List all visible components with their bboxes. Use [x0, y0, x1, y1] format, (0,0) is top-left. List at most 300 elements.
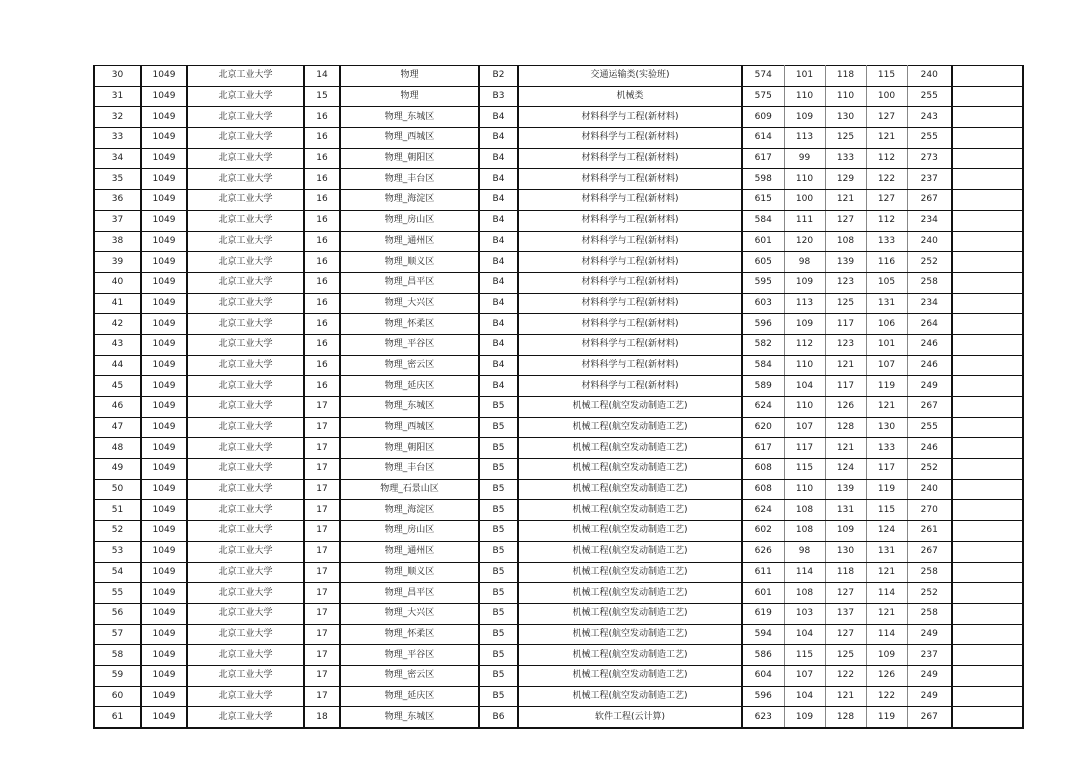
group-code-cell: 16 [304, 355, 340, 376]
major-name-cell: 机械工程(航空发动制造工艺) [518, 665, 742, 686]
major-code-cell: B5 [479, 603, 518, 624]
table-row [94, 231, 1023, 252]
group-code-cell: 14 [304, 66, 340, 87]
math-score-cell: 125 [825, 645, 866, 666]
row-number-cell: 32 [94, 107, 141, 128]
table-row [94, 66, 1023, 87]
major-code-cell: B5 [479, 665, 518, 686]
math-score-cell: 121 [825, 190, 866, 211]
math-score-cell: 139 [825, 252, 866, 273]
math-score-cell: 130 [825, 541, 866, 562]
school-code-cell: 1049 [141, 624, 187, 645]
group-code-cell: 17 [304, 603, 340, 624]
school-name-cell: 北京工业大学 [187, 645, 304, 666]
foreign-language-score-cell: 109 [866, 645, 907, 666]
total-score-cell: 611 [742, 562, 784, 583]
table-row [94, 314, 1023, 335]
total-score-cell: 614 [742, 128, 784, 149]
elective-score-cell: 246 [907, 355, 952, 376]
group-code-cell: 17 [304, 438, 340, 459]
group-code-cell: 16 [304, 231, 340, 252]
foreign-language-score-cell: 117 [866, 459, 907, 480]
math-score-cell: 121 [825, 355, 866, 376]
group-code-cell: 17 [304, 459, 340, 480]
math-score-cell: 123 [825, 272, 866, 293]
foreign-language-score-cell: 131 [866, 293, 907, 314]
chinese-score-cell: 107 [784, 417, 825, 438]
major-name-cell: 材料科学与工程(新材料) [518, 334, 742, 355]
row-number-cell: 59 [94, 665, 141, 686]
elective-score-cell: 267 [907, 541, 952, 562]
school-code-cell: 1049 [141, 479, 187, 500]
major-name-cell: 机械工程(航空发动制造工艺) [518, 438, 742, 459]
total-score-cell: 574 [742, 66, 784, 87]
group-code-cell: 16 [304, 376, 340, 397]
remark-cell [952, 293, 1023, 314]
elective-score-cell: 273 [907, 148, 952, 169]
foreign-language-score-cell: 121 [866, 128, 907, 149]
table-row [94, 500, 1023, 521]
elective-score-cell: 249 [907, 624, 952, 645]
school-name-cell: 北京工业大学 [187, 107, 304, 128]
elective-score-cell: 255 [907, 417, 952, 438]
total-score-cell: 615 [742, 190, 784, 211]
major-name-cell: 材料科学与工程(新材料) [518, 190, 742, 211]
foreign-language-score-cell: 115 [866, 500, 907, 521]
school-name-cell: 北京工业大学 [187, 376, 304, 397]
row-number-cell: 52 [94, 521, 141, 542]
chinese-score-cell: 110 [784, 479, 825, 500]
school-name-cell: 北京工业大学 [187, 541, 304, 562]
group-code-cell: 17 [304, 479, 340, 500]
total-score-cell: 617 [742, 148, 784, 169]
school-code-cell: 1049 [141, 169, 187, 190]
table-row [94, 169, 1023, 190]
subject-requirement-cell: 物理_延庆区 [340, 686, 479, 707]
remark-cell [952, 334, 1023, 355]
school-code-cell: 1049 [141, 107, 187, 128]
subject-requirement-cell: 物理_昌平区 [340, 272, 479, 293]
foreign-language-score-cell: 114 [866, 624, 907, 645]
school-name-cell: 北京工业大学 [187, 314, 304, 335]
table-row [94, 376, 1023, 397]
group-code-cell: 17 [304, 500, 340, 521]
chinese-score-cell: 107 [784, 665, 825, 686]
remark-cell [952, 479, 1023, 500]
group-code-cell: 17 [304, 583, 340, 604]
total-score-cell: 584 [742, 210, 784, 231]
school-name-cell: 北京工业大学 [187, 500, 304, 521]
major-code-cell: B4 [479, 169, 518, 190]
school-code-cell: 1049 [141, 521, 187, 542]
remark-cell [952, 128, 1023, 149]
math-score-cell: 125 [825, 293, 866, 314]
major-name-cell: 机械工程(航空发动制造工艺) [518, 521, 742, 542]
major-code-cell: B5 [479, 479, 518, 500]
row-number-cell: 48 [94, 438, 141, 459]
table-row [94, 583, 1023, 604]
foreign-language-score-cell: 121 [866, 562, 907, 583]
school-code-cell: 1049 [141, 355, 187, 376]
math-score-cell: 131 [825, 500, 866, 521]
subject-requirement-cell: 物理_平谷区 [340, 334, 479, 355]
math-score-cell: 121 [825, 438, 866, 459]
table-row [94, 252, 1023, 273]
school-code-cell: 1049 [141, 397, 187, 418]
school-name-cell: 北京工业大学 [187, 148, 304, 169]
table-row [94, 86, 1023, 107]
row-number-cell: 44 [94, 355, 141, 376]
table-body [94, 66, 1023, 729]
chinese-score-cell: 110 [784, 169, 825, 190]
major-name-cell: 材料科学与工程(新材料) [518, 293, 742, 314]
total-score-cell: 602 [742, 521, 784, 542]
major-code-cell: B4 [479, 231, 518, 252]
chinese-score-cell: 110 [784, 397, 825, 418]
chinese-score-cell: 109 [784, 314, 825, 335]
subject-requirement-cell: 物理_丰台区 [340, 459, 479, 480]
elective-score-cell: 270 [907, 500, 952, 521]
math-score-cell: 123 [825, 334, 866, 355]
remark-cell [952, 686, 1023, 707]
subject-requirement-cell: 物理_顺义区 [340, 252, 479, 273]
remark-cell [952, 148, 1023, 169]
row-number-cell: 61 [94, 707, 141, 728]
school-name-cell: 北京工业大学 [187, 128, 304, 149]
total-score-cell: 605 [742, 252, 784, 273]
foreign-language-score-cell: 112 [866, 148, 907, 169]
school-code-cell: 1049 [141, 645, 187, 666]
school-name-cell: 北京工业大学 [187, 707, 304, 728]
major-name-cell: 材料科学与工程(新材料) [518, 148, 742, 169]
table-row [94, 624, 1023, 645]
chinese-score-cell: 113 [784, 293, 825, 314]
school-code-cell: 1049 [141, 417, 187, 438]
math-score-cell: 127 [825, 583, 866, 604]
subject-requirement-cell: 物理 [340, 86, 479, 107]
remark-cell [952, 169, 1023, 190]
subject-requirement-cell: 物理_东城区 [340, 397, 479, 418]
group-code-cell: 16 [304, 314, 340, 335]
major-name-cell: 材料科学与工程(新材料) [518, 355, 742, 376]
group-code-cell: 17 [304, 686, 340, 707]
total-score-cell: 582 [742, 334, 784, 355]
remark-cell [952, 583, 1023, 604]
major-code-cell: B4 [479, 355, 518, 376]
elective-score-cell: 237 [907, 645, 952, 666]
major-code-cell: B4 [479, 107, 518, 128]
school-name-cell: 北京工业大学 [187, 231, 304, 252]
major-name-cell: 交通运输类(实验班) [518, 66, 742, 87]
subject-requirement-cell: 物理_东城区 [340, 107, 479, 128]
row-number-cell: 45 [94, 376, 141, 397]
remark-cell [952, 314, 1023, 335]
chinese-score-cell: 111 [784, 210, 825, 231]
remark-cell [952, 438, 1023, 459]
school-code-cell: 1049 [141, 541, 187, 562]
major-name-cell: 机械类 [518, 86, 742, 107]
total-score-cell: 598 [742, 169, 784, 190]
school-code-cell: 1049 [141, 231, 187, 252]
chinese-score-cell: 117 [784, 438, 825, 459]
major-code-cell: B5 [479, 521, 518, 542]
table-row [94, 603, 1023, 624]
school-name-cell: 北京工业大学 [187, 169, 304, 190]
total-score-cell: 617 [742, 438, 784, 459]
group-code-cell: 18 [304, 707, 340, 728]
table-row [94, 459, 1023, 480]
remark-cell [952, 603, 1023, 624]
table-row [94, 665, 1023, 686]
total-score-cell: 624 [742, 500, 784, 521]
chinese-score-cell: 110 [784, 86, 825, 107]
school-name-cell: 北京工业大学 [187, 66, 304, 87]
subject-requirement-cell: 物理_大兴区 [340, 603, 479, 624]
math-score-cell: 121 [825, 686, 866, 707]
math-score-cell: 117 [825, 376, 866, 397]
major-code-cell: B5 [479, 562, 518, 583]
foreign-language-score-cell: 114 [866, 583, 907, 604]
major-name-cell: 机械工程(航空发动制造工艺) [518, 541, 742, 562]
subject-requirement-cell: 物理_平谷区 [340, 645, 479, 666]
group-code-cell: 17 [304, 645, 340, 666]
row-number-cell: 35 [94, 169, 141, 190]
major-name-cell: 软件工程(云计算) [518, 707, 742, 728]
table-row [94, 334, 1023, 355]
row-number-cell: 41 [94, 293, 141, 314]
total-score-cell: 595 [742, 272, 784, 293]
foreign-language-score-cell: 124 [866, 521, 907, 542]
major-name-cell: 机械工程(航空发动制造工艺) [518, 645, 742, 666]
row-number-cell: 38 [94, 231, 141, 252]
table-row [94, 272, 1023, 293]
elective-score-cell: 258 [907, 272, 952, 293]
foreign-language-score-cell: 115 [866, 66, 907, 87]
subject-requirement-cell: 物理_朝阳区 [340, 438, 479, 459]
row-number-cell: 31 [94, 86, 141, 107]
row-number-cell: 33 [94, 128, 141, 149]
major-name-cell: 机械工程(航空发动制造工艺) [518, 624, 742, 645]
remark-cell [952, 86, 1023, 107]
major-name-cell: 材料科学与工程(新材料) [518, 231, 742, 252]
elective-score-cell: 261 [907, 521, 952, 542]
elective-score-cell: 252 [907, 252, 952, 273]
math-score-cell: 137 [825, 603, 866, 624]
table-row [94, 541, 1023, 562]
school-code-cell: 1049 [141, 459, 187, 480]
chinese-score-cell: 109 [784, 707, 825, 728]
row-number-cell: 51 [94, 500, 141, 521]
subject-requirement-cell: 物理_怀柔区 [340, 314, 479, 335]
row-number-cell: 42 [94, 314, 141, 335]
table-row [94, 293, 1023, 314]
elective-score-cell: 234 [907, 293, 952, 314]
math-score-cell: 117 [825, 314, 866, 335]
table-row [94, 210, 1023, 231]
major-name-cell: 材料科学与工程(新材料) [518, 314, 742, 335]
row-number-cell: 39 [94, 252, 141, 273]
math-score-cell: 122 [825, 665, 866, 686]
major-name-cell: 机械工程(航空发动制造工艺) [518, 686, 742, 707]
total-score-cell: 604 [742, 665, 784, 686]
math-score-cell: 124 [825, 459, 866, 480]
subject-requirement-cell: 物理_昌平区 [340, 583, 479, 604]
remark-cell [952, 397, 1023, 418]
school-code-cell: 1049 [141, 252, 187, 273]
remark-cell [952, 417, 1023, 438]
remark-cell [952, 107, 1023, 128]
total-score-cell: 608 [742, 479, 784, 500]
total-score-cell: 594 [742, 624, 784, 645]
table-row [94, 417, 1023, 438]
remark-cell [952, 665, 1023, 686]
school-code-cell: 1049 [141, 603, 187, 624]
remark-cell [952, 645, 1023, 666]
subject-requirement-cell: 物理_西城区 [340, 417, 479, 438]
math-score-cell: 108 [825, 231, 866, 252]
group-code-cell: 16 [304, 107, 340, 128]
group-code-cell: 17 [304, 562, 340, 583]
math-score-cell: 129 [825, 169, 866, 190]
group-code-cell: 17 [304, 541, 340, 562]
table-row [94, 521, 1023, 542]
total-score-cell: 619 [742, 603, 784, 624]
elective-score-cell: 267 [907, 397, 952, 418]
elective-score-cell: 246 [907, 334, 952, 355]
chinese-score-cell: 104 [784, 376, 825, 397]
subject-requirement-cell: 物理_密云区 [340, 355, 479, 376]
foreign-language-score-cell: 122 [866, 686, 907, 707]
foreign-language-score-cell: 133 [866, 438, 907, 459]
table-row [94, 707, 1023, 728]
foreign-language-score-cell: 100 [866, 86, 907, 107]
subject-requirement-cell: 物理_密云区 [340, 665, 479, 686]
row-number-cell: 56 [94, 603, 141, 624]
major-code-cell: B6 [479, 707, 518, 728]
group-code-cell: 16 [304, 334, 340, 355]
major-code-cell: B4 [479, 190, 518, 211]
elective-score-cell: 258 [907, 562, 952, 583]
subject-requirement-cell: 物理_西城区 [340, 128, 479, 149]
row-number-cell: 50 [94, 479, 141, 500]
elective-score-cell: 255 [907, 86, 952, 107]
row-number-cell: 58 [94, 645, 141, 666]
row-number-cell: 46 [94, 397, 141, 418]
major-name-cell: 材料科学与工程(新材料) [518, 128, 742, 149]
table-row [94, 128, 1023, 149]
foreign-language-score-cell: 131 [866, 541, 907, 562]
major-code-cell: B2 [479, 66, 518, 87]
school-name-cell: 北京工业大学 [187, 521, 304, 542]
group-code-cell: 17 [304, 417, 340, 438]
subject-requirement-cell: 物理_怀柔区 [340, 624, 479, 645]
major-code-cell: B4 [479, 293, 518, 314]
foreign-language-score-cell: 112 [866, 210, 907, 231]
subject-requirement-cell: 物理_通州区 [340, 231, 479, 252]
group-code-cell: 16 [304, 148, 340, 169]
major-name-cell: 材料科学与工程(新材料) [518, 376, 742, 397]
school-name-cell: 北京工业大学 [187, 624, 304, 645]
math-score-cell: 125 [825, 128, 866, 149]
major-name-cell: 机械工程(航空发动制造工艺) [518, 500, 742, 521]
table-row [94, 190, 1023, 211]
remark-cell [952, 190, 1023, 211]
table-row [94, 355, 1023, 376]
remark-cell [952, 500, 1023, 521]
remark-cell [952, 521, 1023, 542]
foreign-language-score-cell: 101 [866, 334, 907, 355]
chinese-score-cell: 99 [784, 148, 825, 169]
elective-score-cell: 255 [907, 128, 952, 149]
row-number-cell: 57 [94, 624, 141, 645]
school-name-cell: 北京工业大学 [187, 397, 304, 418]
group-code-cell: 15 [304, 86, 340, 107]
school-code-cell: 1049 [141, 190, 187, 211]
row-number-cell: 60 [94, 686, 141, 707]
group-code-cell: 17 [304, 397, 340, 418]
elective-score-cell: 249 [907, 665, 952, 686]
row-number-cell: 30 [94, 66, 141, 87]
school-name-cell: 北京工业大学 [187, 210, 304, 231]
row-number-cell: 55 [94, 583, 141, 604]
math-score-cell: 118 [825, 66, 866, 87]
total-score-cell: 603 [742, 293, 784, 314]
chinese-score-cell: 109 [784, 107, 825, 128]
chinese-score-cell: 115 [784, 645, 825, 666]
major-code-cell: B5 [479, 686, 518, 707]
school-name-cell: 北京工业大学 [187, 334, 304, 355]
chinese-score-cell: 104 [784, 686, 825, 707]
subject-requirement-cell: 物理_房山区 [340, 521, 479, 542]
school-name-cell: 北京工业大学 [187, 479, 304, 500]
major-code-cell: B5 [479, 397, 518, 418]
math-score-cell: 118 [825, 562, 866, 583]
school-name-cell: 北京工业大学 [187, 686, 304, 707]
foreign-language-score-cell: 119 [866, 376, 907, 397]
elective-score-cell: 258 [907, 603, 952, 624]
remark-cell [952, 272, 1023, 293]
subject-requirement-cell: 物理_朝阳区 [340, 148, 479, 169]
major-name-cell: 材料科学与工程(新材料) [518, 272, 742, 293]
school-name-cell: 北京工业大学 [187, 293, 304, 314]
chinese-score-cell: 110 [784, 355, 825, 376]
elective-score-cell: 249 [907, 376, 952, 397]
chinese-score-cell: 98 [784, 541, 825, 562]
major-code-cell: B5 [479, 583, 518, 604]
subject-requirement-cell: 物理_海淀区 [340, 500, 479, 521]
group-code-cell: 17 [304, 521, 340, 542]
foreign-language-score-cell: 119 [866, 479, 907, 500]
row-number-cell: 53 [94, 541, 141, 562]
major-code-cell: B4 [479, 376, 518, 397]
table-row [94, 107, 1023, 128]
school-code-cell: 1049 [141, 293, 187, 314]
total-score-cell: 608 [742, 459, 784, 480]
total-score-cell: 586 [742, 645, 784, 666]
group-code-cell: 17 [304, 624, 340, 645]
group-code-cell: 16 [304, 293, 340, 314]
school-name-cell: 北京工业大学 [187, 252, 304, 273]
row-number-cell: 40 [94, 272, 141, 293]
row-number-cell: 54 [94, 562, 141, 583]
major-name-cell: 机械工程(航空发动制造工艺) [518, 459, 742, 480]
school-name-cell: 北京工业大学 [187, 355, 304, 376]
table-row [94, 686, 1023, 707]
table-row [94, 148, 1023, 169]
row-number-cell: 47 [94, 417, 141, 438]
remark-cell [952, 355, 1023, 376]
row-number-cell: 36 [94, 190, 141, 211]
